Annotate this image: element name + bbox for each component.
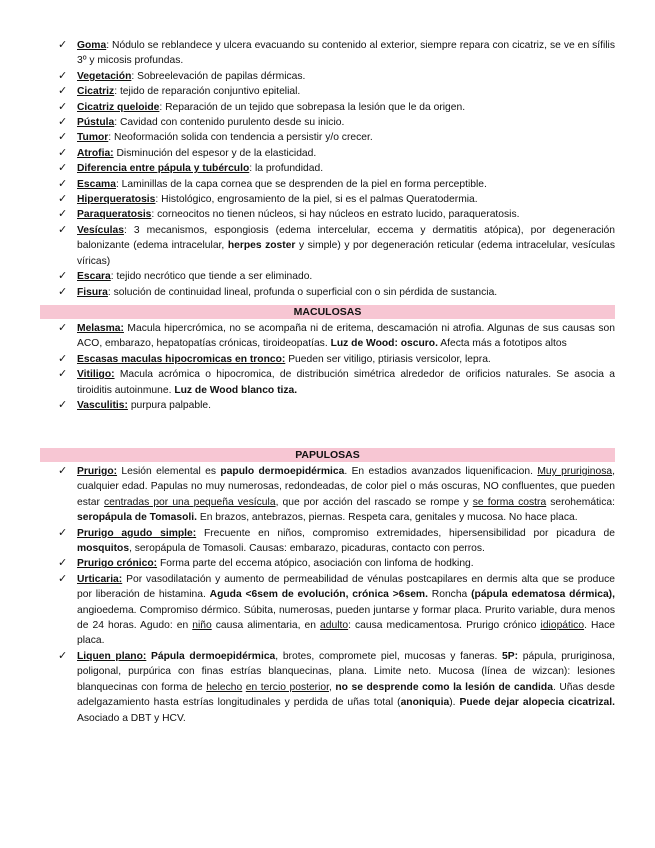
- list-item: ✓ Escara: tejido necrótico que tiende a ser eliminado.: [0, 269, 655, 284]
- list-item: ✓ Vesículas: 3 mecanismos, espongiosis (edema intercelular, eccema y dermatitis atópica), por degeneración balonizante (edema intracelular, herpes zoster y simple) y por degeneración reticular (edema intracelular, vesículas víricas): [58, 223, 615, 267]
- list-item: ✓ Escasas maculas hipocromicas en tronco: Pueden ser vitiligo, ptiriasis versicolor, lepra.: [0, 352, 655, 367]
- checkmark-icon: ✓: [58, 399, 68, 412]
- checkmark-icon: ✓: [58, 270, 68, 283]
- maculosas-section: [0, 305, 655, 413]
- list-item: ✓ Cicatriz queloide: Reparación de un tejido que sobrepasa la lesión que le da origen.: [0, 100, 655, 115]
- list-item: ✓ Vitiligo: Macula acrómica o hipocromica, de distribución simétrica alrededor de orificios naturales. Se asocia a tiroiditis autoinmune. Luz de Wood blanco tiza.: [58, 368, 615, 396]
- checkmark-icon: ✓: [58, 177, 68, 190]
- checkmark-icon: ✓: [58, 465, 68, 477]
- checkmark-icon: ✓: [58, 116, 68, 129]
- list-item: ✓ Cicatriz: tejido de reparación conjuntivo epitelial.: [0, 84, 655, 99]
- checkmark-icon: ✓: [58, 526, 68, 539]
- checkmark-icon: ✓: [58, 223, 68, 236]
- papulosas-section: [0, 448, 655, 726]
- checkmark-icon: ✓: [58, 368, 68, 381]
- maculosas-list: [0, 321, 655, 413]
- section-heading-papulosas: PAPULOSAS: [40, 448, 615, 462]
- checkmark-icon: ✓: [58, 322, 68, 334]
- checkmark-icon: ✓: [58, 557, 68, 570]
- list-item: ✓ Prurigo: Lesión elemental es papulo dermoepidérmica. En estadios avanzados liquenificacion. Muy pruriginosa, cualquier edad. Papulas no muy numerosas, redondeadas, de color piel o más oscuras, NO confluentes, que pueden estar centradas por una pequeña vesícula, que por acción del rascado se rompe y se forma costra serohemática: seropápula de Tomasoli. En brazos, antebrazos, piernas. Respeta cara, genitales y mucosa. No hace placa.: [58, 465, 615, 524]
- checkmark-icon: ✓: [58, 39, 68, 51]
- checkmark-icon: ✓: [58, 352, 68, 365]
- checkmark-icon: ✓: [58, 649, 68, 662]
- list-item: ✓ Escama: Laminillas de la capa cornea que se desprenden de la piel en forma perceptible.: [0, 177, 655, 192]
- list-item: ✓ Melasma: Macula hipercrómica, no se acompaña ni de eritema, descamación ni atrofia. Algunas de sus causas son ACO, embarazo, hepatopatías crónicas, tiroideopatías. Luz de Wood: oscuro. Afecta más a fototipos altos: [58, 322, 615, 350]
- checkmark-icon: ✓: [58, 131, 68, 144]
- list-item: ✓ Pústula: Cavidad con contenido purulento desde su inicio.: [0, 115, 655, 130]
- list-item: ✓ Liquen plano: Pápula dermoepidérmica, brotes, compromete piel, mucosas y faneras. 5P: pápula, pruriginosa, poligonal, purpúrica con finas estrías blanquecinas, plana. Limite neto. Mucosa (línea de wizcan): lesiones blanquecinas con forma de helecho en tercio posterior, no se desprende como la lesión de candida. Uñas desde adelgazamiento hasta estrías longitudinales y perdida de uñas total (anoniquia). Puede dejar alopecia cicatrizal. Asociado a DBT y HCV.: [58, 649, 615, 724]
- checkmark-icon: ✓: [58, 208, 68, 221]
- checkmark-icon: ✓: [58, 162, 68, 175]
- list-item: ✓ Atrofia: Disminución del espesor y de la elasticidad.: [0, 146, 655, 161]
- list-item: ✓ Diferencia entre pápula y tubérculo: la profundidad.: [0, 161, 655, 176]
- list-item: ✓ Prurigo agudo simple: Frecuente en niños, compromiso extremidades, hipersensibilidad por picadura de mosquitos, seropápula de Tomasoli. Causas: embarazo, picaduras, contacto con perros.: [58, 526, 615, 555]
- checkmark-icon: ✓: [58, 100, 68, 113]
- list-item: ✓ Tumor: Neoformación solida con tendencia a persistir y/o crecer.: [0, 130, 655, 145]
- list-item: ✓ Fisura: solución de continuidad lineal, profunda o superficial con o sin pérdida de sustancia.: [0, 285, 655, 300]
- list-item: ✓ Goma: Nódulo se reblandece y ulcera evacuando su contenido al exterior, siempre repara con cicatriz, se ve en sífilis 3º y micosis profundas.: [58, 39, 615, 67]
- list-item: ✓ Paraqueratosis: corneocitos no tienen núcleos, si hay núcleos en estrato lucido, paraqueratosis.: [0, 207, 655, 222]
- checkmark-icon: ✓: [58, 85, 68, 98]
- checkmark-icon: ✓: [58, 69, 68, 82]
- checkmark-icon: ✓: [58, 572, 68, 585]
- list-item: ✓ Urticaria: Por vasodilatación y aumento de permeabilidad de vénulas postcapilares en dermis alta que se produce por liberación de histamina. Aguda <6sem de evolución, crónica >6sem. Roncha (pápula edematosa dérmica), angioedema. Compromiso dérmico. Súbita, numerosas, pueden juntarse y formar placa. Prurito variable, dura menos de 24 horas. Agudo: en niño causa alimentaria, en adulto: causa medicamentosa. Prurigo crónico idiopático. Hace placa.: [58, 572, 615, 647]
- list-item: ✓ Hiperqueratosis: Histológico, engrosamiento de la piel, si es el palmas Queratodermia.: [0, 192, 655, 207]
- papulosas-list: [0, 464, 655, 726]
- list-item: ✓ Vegetación: Sobreelevación de papilas dérmicas.: [0, 69, 655, 84]
- checkmark-icon: ✓: [58, 285, 68, 298]
- checkmark-icon: ✓: [58, 193, 68, 206]
- checkmark-icon: ✓: [58, 146, 68, 159]
- lesiones-list: [0, 38, 655, 300]
- section-heading-maculosas: MACULOSAS: [40, 305, 615, 319]
- list-item: ✓ Vasculitis: purpura palpable.: [0, 398, 655, 413]
- list-item: ✓ Prurigo crónico: Forma parte del eccema atópico, asociación con linfoma de hodking.: [0, 556, 655, 571]
